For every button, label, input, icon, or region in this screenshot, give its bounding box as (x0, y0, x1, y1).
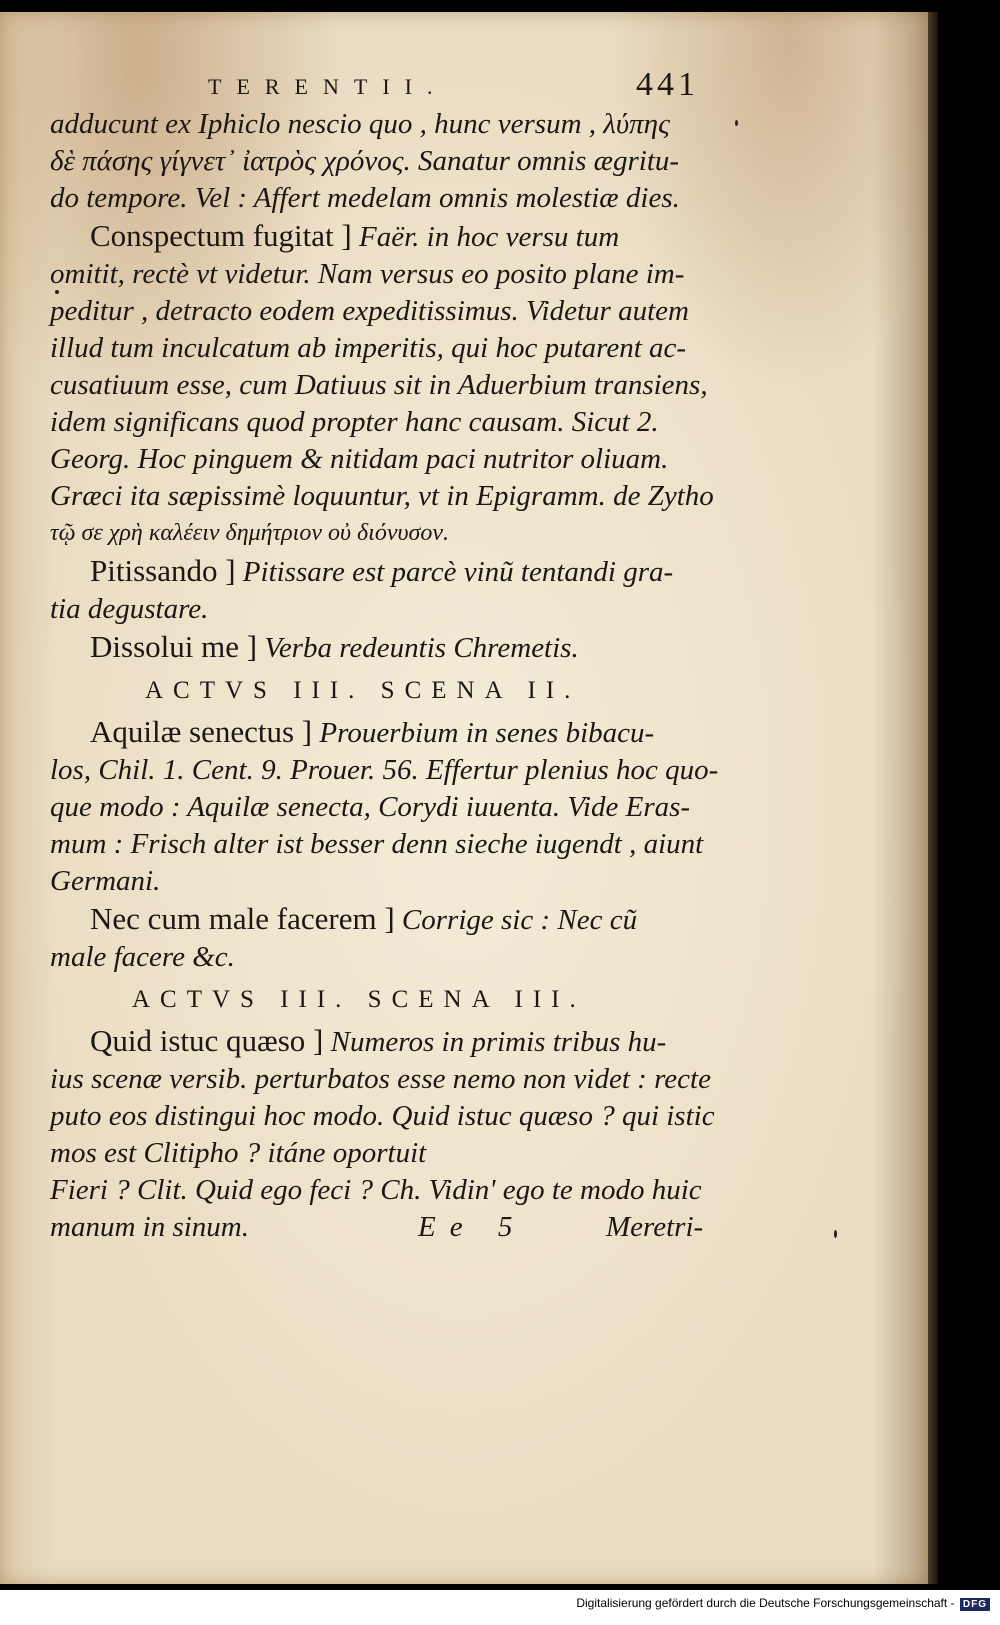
digitization-note: Digitalisierung gefördert durch die Deutsche Forschungsgemeinschaft - (576, 1596, 955, 1610)
entry-lemma: Conspectum fugitat ] (90, 218, 352, 253)
entry-lemma: Pitissando ] (90, 553, 236, 588)
text-line: illud tum inculcatum ab imperitis, qui hoc putarent ac- (50, 332, 687, 364)
running-head (50, 62, 730, 102)
entry-text: Numeros in primis tribus hu- (330, 1026, 667, 1058)
text-line: Georg. Hoc pinguem & nitidam paci nutritor oliuam. (50, 443, 669, 475)
last-line (50, 1209, 730, 1246)
entry-text: Faër. in hoc versu tum (358, 221, 620, 253)
page-edge (928, 12, 938, 1584)
text-line: manum in sinum. (50, 1211, 249, 1243)
text-line: puto eos distingui hoc modo. Quid istuc quæso ? qui istic (50, 1100, 715, 1132)
text-line: que modo : Aquilæ senecta, Corydi iuuenta. Vide Eras- (50, 791, 691, 823)
text-line: mos est Clitipho ? itáne oportuit (50, 1137, 427, 1169)
page-number: 441 (636, 66, 699, 103)
text-line: do tempore. Vel : Affert medelam omnis molestiæ dies. (50, 182, 680, 214)
catchword: Meretri- (606, 1211, 704, 1243)
text-line: peditur , detracto eodem expeditissimus. Videtur autem (50, 295, 689, 327)
entry-first-line (90, 628, 730, 667)
text-line: cusatiuum esse, cum Datiuus sit in Aduerbium transiens, (50, 369, 708, 401)
entry-first-line (90, 713, 730, 752)
page-text (50, 62, 730, 1246)
entry-text: Prouerbium in senes bibacu- (319, 717, 655, 749)
running-head-title: TERENTII. (208, 74, 448, 99)
signature-mark: Ee 5 (418, 1211, 527, 1243)
entry-lemma: Quid istuc quæso ] (90, 1023, 324, 1058)
text-line: Fieri ? Clit. Quid ego feci ? Ch. Vidin' ego te modo huic (50, 1174, 702, 1206)
text-line: Germani. (50, 865, 161, 897)
text-line: omitit, rectè vt videtur. Nam versus eo posito plane im- (50, 258, 685, 290)
entry-first-line (90, 217, 730, 256)
text-line: adducunt ex Iphiclo nescio quo , hunc versum , λύπης (50, 108, 670, 140)
act-scene-heading: ACTVS III. SCENA III. (132, 986, 586, 1013)
text-line: mum : Frisch alter ist besser denn sieche iugendt , aiunt (50, 828, 704, 860)
text-line: male facere &c. (50, 941, 235, 973)
text-line: idem significans quod propter hanc causam. Sicut 2. (50, 406, 659, 438)
entry-lemma: Aquilæ senectus ] (90, 714, 313, 749)
entry-text: Corrige sic : Nec cũ (401, 904, 638, 936)
act-scene-heading: ACTVS III. SCENA II. (145, 677, 581, 704)
entry-first-line (90, 552, 730, 591)
text-line: ius scenæ versib. perturbatos esse nemo non videt : recte (50, 1063, 711, 1095)
greek-line: τῷ σε χρὴ καλέειν δημήτριον οὐ διόνυσον. (50, 520, 449, 546)
dfg-logo: DFG (960, 1598, 990, 1611)
text-line: tia degustare. (50, 593, 209, 625)
entry-text: Pitissare est parcè vinũ tentandi gra- (242, 556, 674, 588)
ink-speck (834, 1230, 837, 1238)
ink-speck (735, 120, 738, 126)
text-line: δὲ πάσης γίγνετ᾽ ἰατρὸς χρόνος. Sanatur omnis ægritu- (50, 145, 680, 177)
entry-first-line (90, 900, 730, 939)
text-line: Græci ita sæpissimè loquuntur, vt in Epigramm. de Zytho (50, 480, 714, 512)
entry-lemma: Dissolui me ] (90, 629, 258, 664)
digitization-credit (576, 1596, 990, 1611)
entry-lemma: Nec cum male facerem ] (90, 901, 395, 936)
text-line: los, Chil. 1. Cent. 9. Prouer. 56. Effertur plenius hoc quo- (50, 754, 719, 786)
entry-first-line (90, 1022, 730, 1061)
entry-text: Verba redeuntis Chremetis. (264, 632, 579, 664)
